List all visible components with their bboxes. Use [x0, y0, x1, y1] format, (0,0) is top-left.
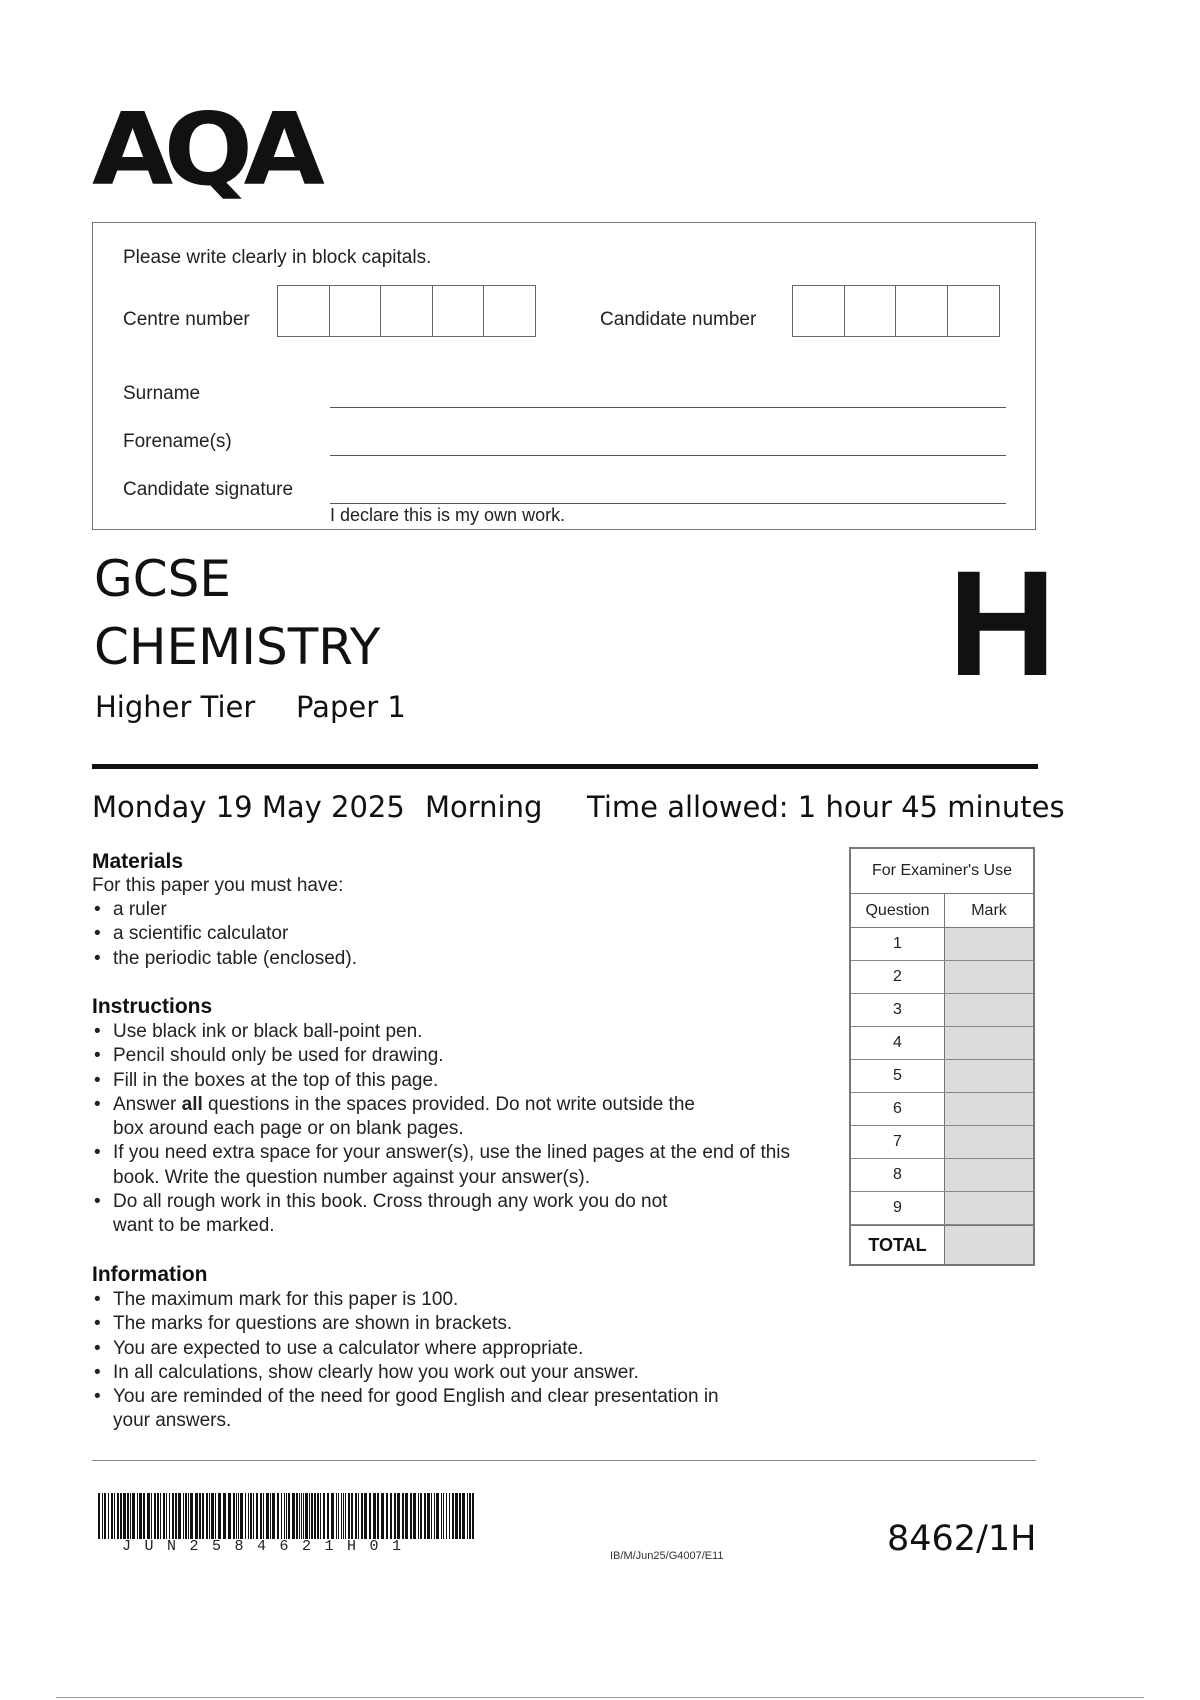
mark-cell [945, 1126, 1033, 1158]
examiner-table-header-row [851, 894, 1033, 928]
forenames-label: Forename(s) [123, 431, 232, 452]
list-item: • You are reminded of the need for good English and clear presentation in your answers. [92, 1385, 753, 1434]
information-section [92, 1263, 812, 1434]
mark-cell [945, 928, 1033, 960]
total-row [851, 1225, 1033, 1264]
mark-column-header: Mark [945, 894, 1033, 927]
instructions-list [92, 1020, 791, 1239]
centre-number-boxes [277, 285, 535, 337]
subject-title: CHEMISTRY [94, 618, 381, 676]
list-item: • a ruler [92, 898, 812, 922]
materials-heading: Materials [92, 850, 184, 873]
list-item: • Do all rough work in this book. Cross through any work you do not want to be marked. [92, 1190, 707, 1239]
mark-cell [945, 1093, 1033, 1125]
block-capitals-instruction: Please write clearly in block capitals. [123, 247, 432, 268]
examiner-use-table [849, 847, 1035, 1266]
list-item: • Fill in the boxes at the top of this page. [92, 1069, 707, 1093]
question-number: 1 [851, 928, 945, 960]
exam-session: Morning [425, 790, 543, 824]
list-item: • Answer all questions in the spaces provided. Do not write outside the box around each page or on blank pages. [92, 1093, 707, 1142]
table-row [851, 1159, 1033, 1192]
declaration-text: I declare this is my own work. [330, 505, 566, 525]
centre-digit-box[interactable] [483, 285, 536, 337]
information-list [92, 1288, 762, 1434]
candidate-number-boxes [792, 285, 998, 337]
materials-intro: For this paper you must have: [92, 875, 344, 896]
paper-label: Paper 1 [296, 690, 406, 724]
qualification-title: GCSE [94, 550, 231, 608]
aqa-logo: AQA [92, 91, 316, 208]
list-item: • The marks for questions are shown in brackets. [92, 1312, 762, 1336]
list-item: • In all calculations, show clearly how you work out your answer. [92, 1361, 762, 1385]
candidate-digit-box[interactable] [895, 285, 948, 337]
instructions-heading: Instructions [92, 995, 213, 1018]
question-column-header: Question [851, 894, 945, 927]
candidate-number-label: Candidate number [600, 309, 757, 330]
materials-list [92, 898, 812, 971]
exam-date: Monday 19 May 2025 [92, 790, 405, 824]
question-number: 4 [851, 1027, 945, 1059]
signature-label: Candidate signature [123, 479, 294, 500]
candidate-digit-box[interactable] [792, 285, 845, 337]
surname-field[interactable] [330, 407, 1006, 408]
list-item: • You are expected to use a calculator where appropriate. [92, 1337, 762, 1361]
centre-number-label: Centre number [123, 309, 250, 330]
candidate-details-box [92, 222, 1036, 530]
question-number: 7 [851, 1126, 945, 1158]
candidate-digit-box[interactable] [947, 285, 1000, 337]
mark-cell [945, 1192, 1033, 1224]
barcode-text: JUN2584621H01 [122, 1538, 415, 1555]
list-item: • If you need extra space for your answer(s), use the lined pages at the end of this book. Write the question number against your answer(s). [92, 1141, 833, 1190]
table-row [851, 961, 1033, 994]
list-item: • Use black ink or black ball-point pen. [92, 1020, 707, 1044]
mark-cell [945, 961, 1033, 993]
table-row [851, 1027, 1033, 1060]
mark-cell [945, 994, 1033, 1026]
divider [92, 764, 1038, 769]
question-number: 5 [851, 1060, 945, 1092]
total-mark-cell [945, 1226, 1033, 1264]
examiner-table-heading: For Examiner's Use [851, 849, 1033, 894]
forenames-field[interactable] [330, 455, 1006, 456]
page-bottom-rule [56, 1697, 1144, 1698]
time-allowed: Time allowed: 1 hour 45 minutes [587, 790, 1065, 824]
information-heading: Information [92, 1263, 208, 1286]
table-row [851, 928, 1033, 961]
mark-cell [945, 1159, 1033, 1191]
centre-digit-box[interactable] [432, 285, 485, 337]
table-row [851, 1126, 1033, 1159]
footer-divider [92, 1460, 1036, 1461]
reference-code: IB/M/Jun25/G4007/E11 [610, 1550, 724, 1562]
table-row [851, 1060, 1033, 1093]
question-number: 9 [851, 1192, 945, 1224]
table-row [851, 1192, 1033, 1225]
instructions-section [92, 995, 822, 1239]
table-row [851, 1093, 1033, 1126]
materials-section [92, 850, 812, 971]
list-item: • Pencil should only be used for drawing. [92, 1044, 707, 1068]
total-label: TOTAL [851, 1226, 945, 1264]
mark-cell [945, 1060, 1033, 1092]
question-number: 3 [851, 994, 945, 1026]
candidate-digit-box[interactable] [844, 285, 897, 337]
centre-digit-box[interactable] [329, 285, 382, 337]
question-number: 6 [851, 1093, 945, 1125]
list-item: • a scientific calculator [92, 922, 812, 946]
mark-cell [945, 1027, 1033, 1059]
question-number: 2 [851, 961, 945, 993]
tier-letter: H [948, 539, 1057, 707]
question-number: 8 [851, 1159, 945, 1191]
signature-field[interactable] [330, 503, 1006, 504]
surname-label: Surname [123, 383, 201, 404]
barcode-image [98, 1493, 478, 1539]
list-item: • The maximum mark for this paper is 100. [92, 1288, 762, 1312]
centre-digit-box[interactable] [380, 285, 433, 337]
table-row [851, 994, 1033, 1027]
paper-code: 8462/1H [887, 1519, 1037, 1559]
tier-label: Higher Tier [95, 690, 256, 724]
centre-digit-box[interactable] [277, 285, 330, 337]
list-item: • the periodic table (enclosed). [92, 947, 812, 971]
